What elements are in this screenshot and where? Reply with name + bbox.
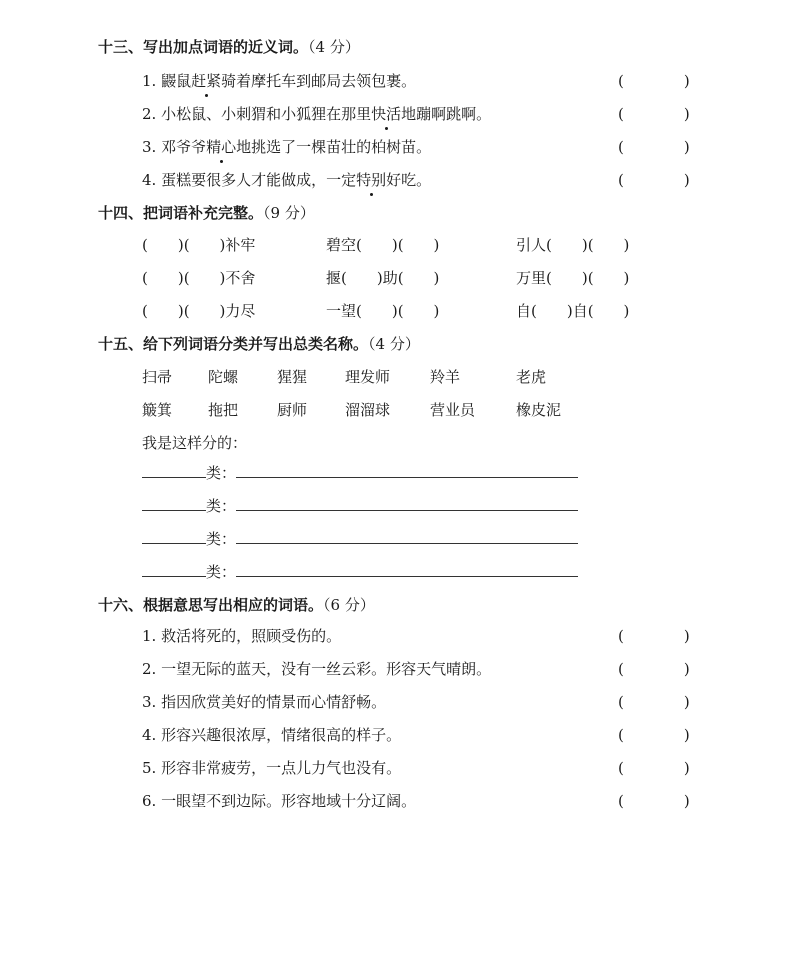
sec16-item-2: 2. 一望无际的蓝天，没有一丝云彩。形容天气晴朗。 (142, 660, 492, 678)
dotted-word: 精心 (206, 138, 237, 156)
section-14-heading: 十四、把词语补充完整。（9 分） (98, 204, 315, 222)
sec13-item-1: 1. 鼹鼠赶紧骑着摩托车到邮局去领包裹。 (142, 72, 417, 90)
answer-blank[interactable]: ( ) (618, 759, 690, 777)
idiom-blank[interactable]: ( )( )补牢 (142, 236, 256, 254)
idiom-blank[interactable]: 万里( )( ) (516, 269, 630, 287)
word: 营业员 (430, 401, 476, 419)
category-name-blank[interactable] (142, 496, 206, 511)
section-16-heading: 十六、根据意思写出相应的词语。（6 分） (98, 596, 375, 614)
answer-blank[interactable]: ( ) (618, 627, 690, 645)
dotted-word: 快活 (371, 105, 402, 123)
word: 羚羊 (430, 368, 461, 386)
answer-blank[interactable]: ( ) (618, 693, 690, 711)
category-words-blank[interactable] (236, 562, 578, 577)
category-words-blank[interactable] (236, 463, 578, 478)
dotted-word: 赶紧 (191, 72, 222, 90)
section-15-heading: 十五、给下列词语分类并写出总类名称。（4 分） (98, 335, 420, 353)
category-row: 类： (142, 528, 578, 549)
idiom-blank[interactable]: 自( )自( ) (516, 302, 630, 320)
idiom-blank[interactable]: 引人( )( ) (516, 236, 630, 254)
idiom-blank[interactable]: ( )( )力尽 (142, 302, 256, 320)
category-name-blank[interactable] (142, 529, 206, 544)
sec16-item-6: 6. 一眼望不到边际。形容地域十分辽阔。 (142, 792, 417, 810)
word: 拖把 (208, 401, 239, 419)
dotted-word: 特别 (356, 171, 387, 189)
category-name-blank[interactable] (142, 562, 206, 577)
answer-blank[interactable]: ( ) (618, 105, 690, 123)
sec16-item-4: 4. 形容兴趣很浓厚，情绪很高的样子。 (142, 726, 402, 744)
idiom-blank[interactable]: 揠( )助( ) (326, 269, 440, 287)
answer-blank[interactable]: ( ) (618, 792, 690, 810)
sec13-item-2: 2. 小松鼠、小刺猬和小狐狸在那里快活地蹦啊跳啊。 (142, 105, 492, 123)
answer-blank[interactable]: ( ) (618, 72, 690, 90)
idiom-blank[interactable]: 碧空( )( ) (326, 236, 440, 254)
word: 陀螺 (208, 368, 239, 386)
idiom-blank[interactable]: ( )( )不舍 (142, 269, 256, 287)
word: 老虎 (516, 368, 547, 386)
answer-blank[interactable]: ( ) (618, 138, 690, 156)
word: 溜溜球 (345, 401, 391, 419)
word: 扫帚 (142, 368, 173, 386)
word: 簸箕 (142, 401, 173, 419)
classify-prompt: 我是这样分的： (142, 434, 248, 452)
word: 橡皮泥 (516, 401, 562, 419)
category-words-blank[interactable] (236, 496, 578, 511)
sec16-item-3: 3. 指因欣赏美好的情景而心情舒畅。 (142, 693, 387, 711)
answer-blank[interactable]: ( ) (618, 726, 690, 744)
idiom-blank[interactable]: 一望( )( ) (326, 302, 440, 320)
answer-blank[interactable]: ( ) (618, 660, 690, 678)
category-row: 类： (142, 561, 578, 582)
category-words-blank[interactable] (236, 529, 578, 544)
word: 厨师 (277, 401, 308, 419)
category-row: 类： (142, 462, 578, 483)
word: 理发师 (345, 368, 391, 386)
sec13-item-3: 3. 邓爷爷精心地挑选了一棵苗壮的柏树苗。 (142, 138, 432, 156)
word: 猩猩 (277, 368, 308, 386)
sec16-item-1: 1. 救活将死的，照顾受伤的。 (142, 627, 342, 645)
category-name-blank[interactable] (142, 463, 206, 478)
section-13-heading: 十三、写出加点词语的近义词。（4 分） (98, 38, 360, 56)
answer-blank[interactable]: ( ) (618, 171, 690, 189)
category-row: 类： (142, 495, 578, 516)
sec13-item-4: 4. 蛋糕要很多人才能做成，一定特别好吃。 (142, 171, 432, 189)
sec16-item-5: 5. 形容非常疲劳，一点儿力气也没有。 (142, 759, 402, 777)
